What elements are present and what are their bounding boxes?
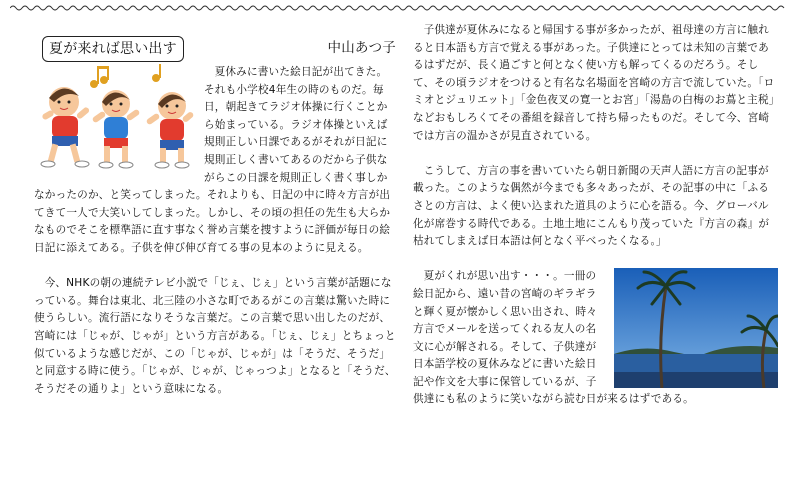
left-column xyxy=(34,22,398,398)
header xyxy=(34,22,398,58)
article-title: 夏が来れば思い出す xyxy=(42,36,184,62)
wavy-divider xyxy=(10,4,786,12)
children-exercising-icon xyxy=(36,64,198,176)
left-paragraph-2: 今、NHKの朝の連続テレビ小説で「じぇ、じぇ」という言葉が話題になっている。舞台は東北、北三陸の小さな町であるがこの言葉は驚いた時に使うらしい。流行語になりそうな言葉だ。この言葉で思い出したのだが、宮崎には「じゃが、じゃが」という方言がある。「じぇ、じぇ」とちょっと似ているような感じだが、この「じゃが、じゃが」は「そうだ、そうだ」と同意する時に使う。「じゃが、じゃが、じゃっつよ」となると「そうだ、そうだその通りよ」という意味になる。 xyxy=(34,277,396,395)
right-paragraph-2: こうして、方言の事を書いていたら朝日新聞の天声人語に方言の記事が載った。このような偶然が今までも多々あったが、その記事の中に「ふるさとの方言は、よく使い込まれた道具のように心を語る。今、グローバル化が席巻する時代である。土地土地にこんもり茂っていた『方言の森』が枯れてしまえば日本語は何となく平べったくなる。」 xyxy=(413,164,770,248)
right-column xyxy=(413,22,778,409)
right-paragraph-1: 子供達が夏休みになると帰国する事が多かったが、祖母達の方言に触れると日本語も方言で覚える事があった。子供達にとっては未知の言葉であるはずだが、長く過ごすと何となく使い方も解ってくるのだろう。そして、その頃ラジオをつけると有名な名場面を宮崎の方言で流していた。「ロミオとジュリエット」「金色夜叉の寛一とお宮」「湯島の白梅のお蔦と主税」などおもしろくてその番組を録音して持ち帰ったものだ。そして今、宮崎では方言の温かさが見直されている。 xyxy=(413,24,775,142)
palm-trees-seaside-photo xyxy=(614,268,778,388)
author-name: 中山あつ子 xyxy=(327,40,396,56)
left-paragraph-1: 夏休みに書いた絵日記が出てきた。それも小学校4年生の時のものだ。毎日，朝起きてラジオ体操に行くことから始まっている。ラジオ体操といえば規則正しい日課であるがそれが日記に規則正しく書いてあるのだから子供ながらこの日課を規則正しく書く事しかなかったのか、と笑ってしまった。それよりも、日記の中に時々方言が出てきて一人で大笑いしてしまった。しかし、その頃の担任の先生も大らかなものでそこを標準語に直す事なく誉め言葉を捜すように評価が毎日の絵日記に添えてある。子供を伸び伸び育てる事の見本のように見える。 xyxy=(34,66,391,254)
right-paragraph-3: 夏がくれが思い出す・・・。一冊の絵日記から、遠い昔の宮崎のギラギラと輝く夏が懐かしく思い出され、時々方言でメールを送ってくれる友人の名文に心が解される。そして、子供達が日本語学校の夏休みなどに書いた絵日記や作文を大事に保管しているが、子供達にも私のように笑いながら読む日が来るはずである。 xyxy=(413,270,694,406)
